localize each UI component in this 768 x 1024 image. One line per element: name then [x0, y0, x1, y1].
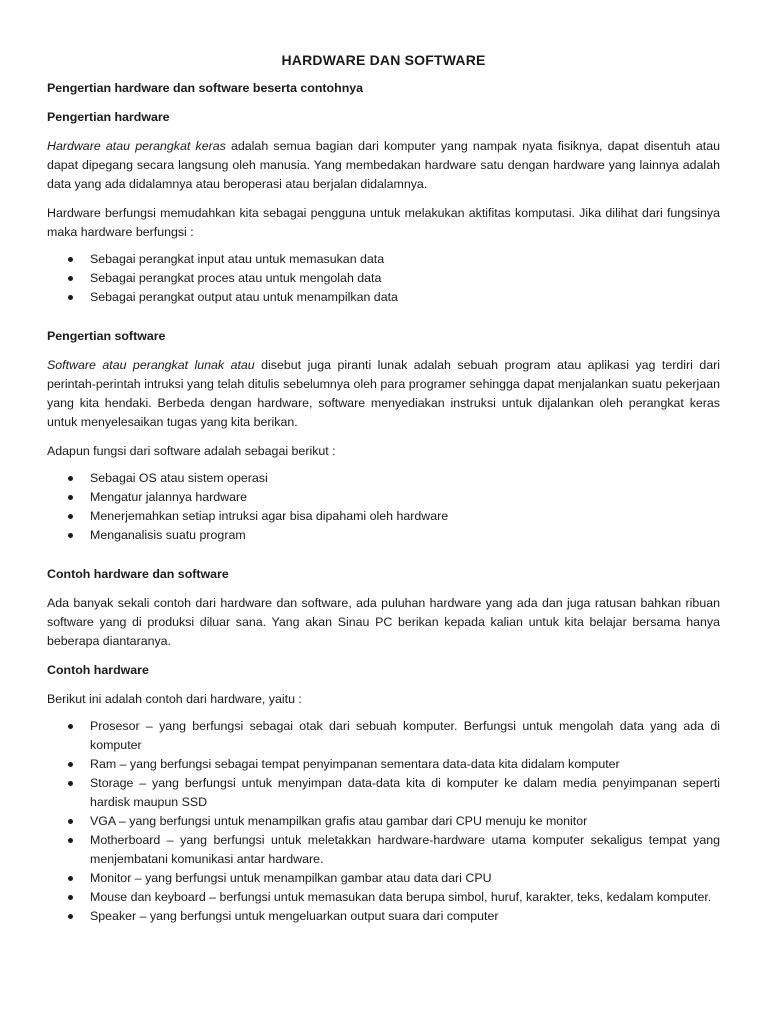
hardware-examples-heading: Contoh hardware [47, 663, 149, 677]
list-item: Monitor – yang berfungsi untuk menampilkan gambar atau data dari CPU [47, 869, 720, 888]
list-item: Ram – yang berfungsi sebagai tempat penyimpanan sementara data-data kita didalam komputer [47, 755, 720, 774]
software-function-intro: Adapun fungsi dari software adalah sebagai berikut : [47, 444, 336, 458]
list-item: Sebagai perangkat output atau untuk menampilkan data [47, 288, 720, 307]
hardware-examples-intro: Berikut ini adalah contoh dari hardware, yaitu : [47, 692, 302, 706]
list-item: Mengatur jalannya hardware [47, 488, 720, 507]
examples-paragraph: Ada banyak sekali contoh dari hardware dan software, ada puluhan hardware yang ada dan juga ratusan bahkan ribuan software yang di produksi diluar sana. Yang akan Sinau PC berikan kepada kalian untuk kita belajar bersama hanya beberapa diantaranya. [47, 596, 720, 648]
hardware-definition [47, 137, 720, 194]
hardware-function-list [47, 250, 720, 307]
software-definition [47, 356, 720, 432]
list-item: Sebagai perangkat input atau untuk memasukan data [47, 250, 720, 269]
hardware-function-intro: Hardware berfungsi memudahkan kita sebagai pengguna untuk melakukan aktifitas komputasi. Jika dilihat dari fungsinya maka hardware berfungsi : [47, 206, 720, 239]
list-item: Sebagai OS atau sistem operasi [47, 469, 720, 488]
hardware-definition-text: adalah semua bagian dari komputer yang nampak nyata fisiknya, dapat disentuh atau dapat dipegang secara langsung oleh manusia. Yang membedakan hardware satu dengan hardware yang lainnya adalah data yang ada didalamnya atau beroperasi atau berjalan didalamnya. [47, 139, 720, 191]
subtitle-heading: Pengertian hardware dan software beserta contohnya [47, 81, 364, 95]
list-item: Storage – yang berfungsi untuk menyimpan data-data kita di komputer ke dalam media penyimpanan seperti hardisk maupun SSD [47, 774, 720, 812]
list-item: VGA – yang berfungsi untuk menampilkan grafis atau gambar dari CPU menuju ke monitor [47, 812, 720, 831]
hardware-term: Hardware atau perangkat keras [47, 139, 226, 153]
list-item: Sebagai perangkat proces atau untuk mengolah data [47, 269, 720, 288]
list-item: Speaker – yang berfungsi untuk mengeluarkan output suara dari computer [47, 907, 720, 926]
list-item: Menerjemahkan setiap intruksi agar bisa dipahami oleh hardware [47, 507, 720, 526]
list-item: Menganalisis suatu program [47, 526, 720, 545]
list-item: Mouse dan keyboard – berfungsi untuk memasukan data berupa simbol, huruf, karakter, teks, kedalam komputer. [47, 888, 720, 907]
software-function-list [47, 469, 720, 545]
document-title: HARDWARE DAN SOFTWARE [281, 52, 486, 68]
software-term: Software atau perangkat lunak atau [47, 358, 255, 372]
examples-heading: Contoh hardware dan software [47, 567, 229, 581]
hardware-examples-list [47, 717, 720, 926]
hardware-heading: Pengertian hardware [47, 110, 170, 124]
software-heading: Pengertian software [47, 329, 166, 343]
list-item: Motherboard – yang berfungsi untuk meletakkan hardware-hardware utama komputer sekaligus tempat yang menjembatani komunikasi antar hardware. [47, 831, 720, 869]
software-definition-text: disebut juga piranti lunak adalah sebuah program atau aplikasi yag terdiri dari perintah-perintah intruksi yang telah ditulis sebelumnya oleh para programer sehingga dapat menjalankan suatu pekerjaan yang kita hendaki. Berbeda dengan hardware, software menyediakan instruksi untuk dijalankan oleh perangkat keras untuk menyelesaikan tugas yang kita berikan. [47, 358, 720, 429]
list-item: Prosesor – yang berfungsi sebagai otak dari sebuah komputer. Berfungsi untuk mengolah data yang ada di komputer [47, 717, 720, 755]
